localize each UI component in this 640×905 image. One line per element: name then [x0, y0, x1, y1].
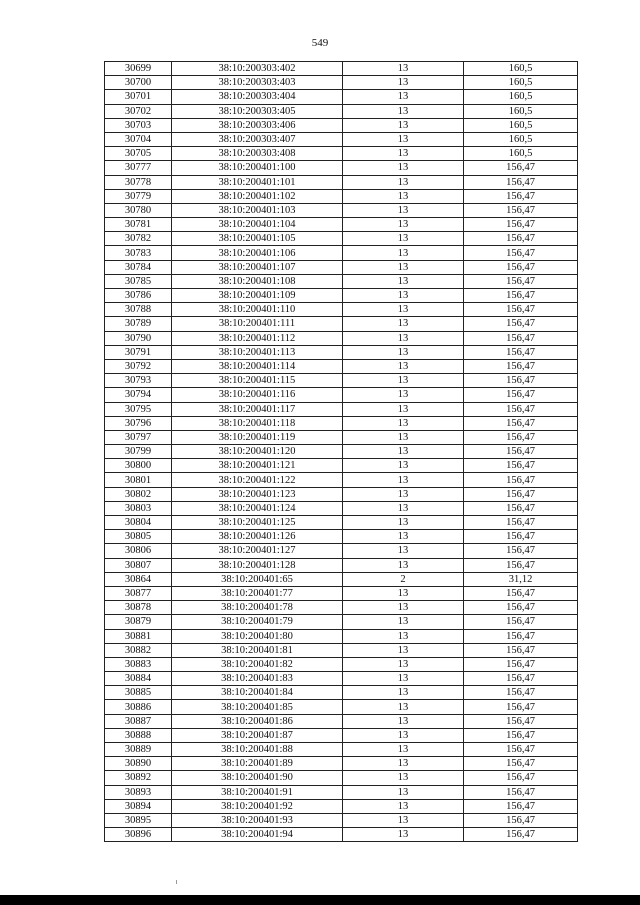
record-number-cell: 30883	[105, 657, 172, 671]
count-cell: 13	[343, 601, 464, 615]
count-cell: 13	[343, 317, 464, 331]
record-number-cell: 30788	[105, 303, 172, 317]
count-cell: 13	[343, 629, 464, 643]
record-number-cell: 30780	[105, 203, 172, 217]
count-cell: 13	[343, 374, 464, 388]
cadastral-number-cell: 38:10:200401:84	[172, 686, 343, 700]
cadastral-number-cell: 38:10:200401:117	[172, 402, 343, 416]
table-row	[105, 728, 578, 742]
table-row	[105, 118, 578, 132]
table-row	[105, 303, 578, 317]
cadastral-number-cell: 38:10:200401:114	[172, 359, 343, 373]
area-cell: 156,47	[464, 331, 578, 345]
cadastral-number-cell: 38:10:200303:403	[172, 76, 343, 90]
record-number-cell: 30778	[105, 175, 172, 189]
table-row	[105, 232, 578, 246]
record-number-cell: 30887	[105, 714, 172, 728]
count-cell: 13	[343, 416, 464, 430]
area-cell: 160,5	[464, 118, 578, 132]
count-cell: 13	[343, 445, 464, 459]
scan-bottom-edge	[0, 895, 640, 905]
cadastral-number-cell: 38:10:200401:108	[172, 274, 343, 288]
table-row	[105, 62, 578, 76]
table-row	[105, 132, 578, 146]
count-cell: 13	[343, 430, 464, 444]
cadastral-number-cell: 38:10:200303:405	[172, 104, 343, 118]
record-number-cell: 30702	[105, 104, 172, 118]
table-row	[105, 530, 578, 544]
cadastral-number-cell: 38:10:200401:101	[172, 175, 343, 189]
table-row	[105, 672, 578, 686]
record-number-cell: 30793	[105, 374, 172, 388]
record-number-cell: 30884	[105, 672, 172, 686]
area-cell: 156,47	[464, 246, 578, 260]
cadastral-number-cell: 38:10:200401:124	[172, 501, 343, 515]
table-row	[105, 743, 578, 757]
cadastral-number-cell: 38:10:200401:121	[172, 459, 343, 473]
count-cell: 13	[343, 303, 464, 317]
cadastral-number-cell: 38:10:200401:93	[172, 813, 343, 827]
count-cell: 13	[343, 473, 464, 487]
record-number-cell: 30786	[105, 289, 172, 303]
count-cell: 2	[343, 572, 464, 586]
area-cell: 156,47	[464, 629, 578, 643]
cadastral-number-cell: 38:10:200401:91	[172, 785, 343, 799]
cadastral-number-cell: 38:10:200401:105	[172, 232, 343, 246]
count-cell: 13	[343, 203, 464, 217]
cadastral-number-cell: 38:10:200401:111	[172, 317, 343, 331]
count-cell: 13	[343, 359, 464, 373]
cadastral-number-cell: 38:10:200303:406	[172, 118, 343, 132]
cadastral-number-cell: 38:10:200401:82	[172, 657, 343, 671]
area-cell: 156,47	[464, 374, 578, 388]
table-row	[105, 572, 578, 586]
area-cell: 156,47	[464, 274, 578, 288]
area-cell: 156,47	[464, 615, 578, 629]
table-row	[105, 203, 578, 217]
count-cell: 13	[343, 345, 464, 359]
record-number-cell: 30893	[105, 785, 172, 799]
cadastral-number-cell: 38:10:200401:81	[172, 643, 343, 657]
record-number-cell: 30797	[105, 430, 172, 444]
record-number-cell: 30791	[105, 345, 172, 359]
record-number-cell: 30782	[105, 232, 172, 246]
record-number-cell: 30892	[105, 771, 172, 785]
cadastral-number-cell: 38:10:200401:92	[172, 799, 343, 813]
cadastral-number-cell: 38:10:200401:78	[172, 601, 343, 615]
record-number-cell: 30794	[105, 388, 172, 402]
area-cell: 156,47	[464, 189, 578, 203]
table-row	[105, 359, 578, 373]
count-cell: 13	[343, 558, 464, 572]
record-number-cell: 30779	[105, 189, 172, 203]
table-row	[105, 615, 578, 629]
cadastral-number-cell: 38:10:200401:106	[172, 246, 343, 260]
area-cell: 156,47	[464, 317, 578, 331]
record-number-cell: 30807	[105, 558, 172, 572]
area-cell: 156,47	[464, 175, 578, 189]
area-cell: 156,47	[464, 473, 578, 487]
table-row	[105, 402, 578, 416]
cadastral-number-cell: 38:10:200401:128	[172, 558, 343, 572]
table-row	[105, 643, 578, 657]
cadastral-number-cell: 38:10:200401:116	[172, 388, 343, 402]
page-number: 549	[311, 37, 329, 49]
area-cell: 156,47	[464, 757, 578, 771]
count-cell: 13	[343, 501, 464, 515]
count-cell: 13	[343, 785, 464, 799]
count-cell: 13	[343, 728, 464, 742]
area-cell: 156,47	[464, 558, 578, 572]
table-row	[105, 828, 578, 842]
area-cell: 160,5	[464, 62, 578, 76]
table-row	[105, 189, 578, 203]
cadastral-number-cell: 38:10:200401:90	[172, 771, 343, 785]
record-number-cell: 30890	[105, 757, 172, 771]
count-cell: 13	[343, 487, 464, 501]
record-number-cell: 30802	[105, 487, 172, 501]
area-cell: 156,47	[464, 345, 578, 359]
area-cell: 156,47	[464, 728, 578, 742]
area-cell: 156,47	[464, 785, 578, 799]
cadastral-number-cell: 38:10:200401:87	[172, 728, 343, 742]
record-number-cell: 30799	[105, 445, 172, 459]
area-cell: 156,47	[464, 289, 578, 303]
area-cell: 156,47	[464, 601, 578, 615]
area-cell: 156,47	[464, 203, 578, 217]
area-cell: 156,47	[464, 359, 578, 373]
table-row	[105, 459, 578, 473]
table-row	[105, 90, 578, 104]
record-number-cell: 30796	[105, 416, 172, 430]
record-number-cell: 30803	[105, 501, 172, 515]
count-cell: 13	[343, 686, 464, 700]
count-cell: 13	[343, 388, 464, 402]
cadastral-number-cell: 38:10:200401:119	[172, 430, 343, 444]
cadastral-number-cell: 38:10:200401:110	[172, 303, 343, 317]
area-cell: 156,47	[464, 799, 578, 813]
record-number-cell: 30795	[105, 402, 172, 416]
table-row	[105, 345, 578, 359]
count-cell: 13	[343, 104, 464, 118]
record-number-cell: 30792	[105, 359, 172, 373]
cadastral-number-cell: 38:10:200401:89	[172, 757, 343, 771]
table-row	[105, 76, 578, 90]
area-cell: 156,47	[464, 501, 578, 515]
area-cell: 156,47	[464, 260, 578, 274]
record-number-cell: 30784	[105, 260, 172, 274]
area-cell: 156,47	[464, 445, 578, 459]
count-cell: 13	[343, 118, 464, 132]
count-cell: 13	[343, 516, 464, 530]
table-row	[105, 218, 578, 232]
record-number-cell: 30800	[105, 459, 172, 473]
table-row	[105, 629, 578, 643]
scan-speck	[176, 880, 177, 884]
table-row	[105, 161, 578, 175]
table-row	[105, 757, 578, 771]
record-number-cell: 30864	[105, 572, 172, 586]
count-cell: 13	[343, 615, 464, 629]
table-row	[105, 714, 578, 728]
cadastral-number-cell: 38:10:200303:402	[172, 62, 343, 76]
count-cell: 13	[343, 132, 464, 146]
table-row	[105, 487, 578, 501]
cadastral-number-cell: 38:10:200401:113	[172, 345, 343, 359]
cadastral-number-cell: 38:10:200401:88	[172, 743, 343, 757]
cadastral-number-cell: 38:10:200401:118	[172, 416, 343, 430]
count-cell: 13	[343, 757, 464, 771]
table-row	[105, 657, 578, 671]
table-row	[105, 445, 578, 459]
table-row	[105, 430, 578, 444]
record-number-cell: 30888	[105, 728, 172, 742]
cadastral-number-cell: 38:10:200401:120	[172, 445, 343, 459]
record-number-cell: 30704	[105, 132, 172, 146]
cadastral-number-cell: 38:10:200401:126	[172, 530, 343, 544]
area-cell: 156,47	[464, 828, 578, 842]
record-number-cell: 30785	[105, 274, 172, 288]
count-cell: 13	[343, 657, 464, 671]
cadastral-number-cell: 38:10:200303:407	[172, 132, 343, 146]
area-cell: 156,47	[464, 430, 578, 444]
count-cell: 13	[343, 402, 464, 416]
area-cell: 156,47	[464, 672, 578, 686]
record-number-cell: 30701	[105, 90, 172, 104]
count-cell: 13	[343, 274, 464, 288]
count-cell: 13	[343, 147, 464, 161]
cadastral-number-cell: 38:10:200401:109	[172, 289, 343, 303]
count-cell: 13	[343, 771, 464, 785]
cadastral-number-cell: 38:10:200401:127	[172, 544, 343, 558]
count-cell: 13	[343, 161, 464, 175]
area-cell: 156,47	[464, 530, 578, 544]
table-row	[105, 289, 578, 303]
count-cell: 13	[343, 289, 464, 303]
area-cell: 156,47	[464, 402, 578, 416]
area-cell: 156,47	[464, 218, 578, 232]
record-number-cell: 30886	[105, 700, 172, 714]
registry-table	[104, 61, 578, 842]
count-cell: 13	[343, 813, 464, 827]
area-cell: 31,12	[464, 572, 578, 586]
count-cell: 13	[343, 459, 464, 473]
area-cell: 156,47	[464, 714, 578, 728]
cadastral-number-cell: 38:10:200401:123	[172, 487, 343, 501]
count-cell: 13	[343, 90, 464, 104]
area-cell: 156,47	[464, 487, 578, 501]
record-number-cell: 30885	[105, 686, 172, 700]
table-row	[105, 374, 578, 388]
area-cell: 160,5	[464, 76, 578, 90]
count-cell: 13	[343, 246, 464, 260]
count-cell: 13	[343, 828, 464, 842]
record-number-cell: 30896	[105, 828, 172, 842]
area-cell: 156,47	[464, 303, 578, 317]
table-row	[105, 501, 578, 515]
table-row	[105, 544, 578, 558]
table-row	[105, 274, 578, 288]
record-number-cell: 30881	[105, 629, 172, 643]
table-row	[105, 799, 578, 813]
area-cell: 156,47	[464, 388, 578, 402]
cadastral-number-cell: 38:10:200401:104	[172, 218, 343, 232]
area-cell: 160,5	[464, 90, 578, 104]
count-cell: 13	[343, 62, 464, 76]
record-number-cell: 30878	[105, 601, 172, 615]
record-number-cell: 30882	[105, 643, 172, 657]
table-row	[105, 771, 578, 785]
table-row	[105, 388, 578, 402]
cadastral-number-cell: 38:10:200401:77	[172, 586, 343, 600]
record-number-cell: 30781	[105, 218, 172, 232]
cadastral-number-cell: 38:10:200401:100	[172, 161, 343, 175]
cadastral-number-cell: 38:10:200401:79	[172, 615, 343, 629]
record-number-cell: 30894	[105, 799, 172, 813]
cadastral-number-cell: 38:10:200401:115	[172, 374, 343, 388]
count-cell: 13	[343, 672, 464, 686]
count-cell: 13	[343, 643, 464, 657]
cadastral-number-cell: 38:10:200401:107	[172, 260, 343, 274]
count-cell: 13	[343, 544, 464, 558]
count-cell: 13	[343, 530, 464, 544]
table-row	[105, 104, 578, 118]
record-number-cell: 30801	[105, 473, 172, 487]
record-number-cell: 30777	[105, 161, 172, 175]
area-cell: 156,47	[464, 700, 578, 714]
count-cell: 13	[343, 331, 464, 345]
count-cell: 13	[343, 743, 464, 757]
record-number-cell: 30699	[105, 62, 172, 76]
cadastral-number-cell: 38:10:200303:404	[172, 90, 343, 104]
record-number-cell: 30877	[105, 586, 172, 600]
area-cell: 156,47	[464, 686, 578, 700]
table-row	[105, 558, 578, 572]
table-row	[105, 686, 578, 700]
area-cell: 156,47	[464, 232, 578, 246]
count-cell: 13	[343, 714, 464, 728]
table-row	[105, 331, 578, 345]
cadastral-number-cell: 38:10:200401:83	[172, 672, 343, 686]
record-number-cell: 30790	[105, 331, 172, 345]
record-number-cell: 30700	[105, 76, 172, 90]
area-cell: 160,5	[464, 147, 578, 161]
record-number-cell: 30806	[105, 544, 172, 558]
area-cell: 156,47	[464, 586, 578, 600]
area-cell: 160,5	[464, 132, 578, 146]
table-row	[105, 246, 578, 260]
area-cell: 156,47	[464, 743, 578, 757]
count-cell: 13	[343, 260, 464, 274]
record-number-cell: 30889	[105, 743, 172, 757]
table-row	[105, 700, 578, 714]
record-number-cell: 30895	[105, 813, 172, 827]
area-cell: 156,47	[464, 161, 578, 175]
cadastral-number-cell: 38:10:200401:103	[172, 203, 343, 217]
table-row	[105, 785, 578, 799]
record-number-cell: 30879	[105, 615, 172, 629]
record-number-cell: 30805	[105, 530, 172, 544]
record-number-cell: 30703	[105, 118, 172, 132]
record-number-cell: 30705	[105, 147, 172, 161]
cadastral-number-cell: 38:10:200401:80	[172, 629, 343, 643]
cadastral-number-cell: 38:10:200401:86	[172, 714, 343, 728]
count-cell: 13	[343, 218, 464, 232]
count-cell: 13	[343, 189, 464, 203]
table-row	[105, 473, 578, 487]
table-row	[105, 516, 578, 530]
record-number-cell: 30804	[105, 516, 172, 530]
cadastral-number-cell: 38:10:200401:94	[172, 828, 343, 842]
area-cell: 156,47	[464, 813, 578, 827]
area-cell: 156,47	[464, 459, 578, 473]
count-cell: 13	[343, 700, 464, 714]
table-row	[105, 416, 578, 430]
area-cell: 160,5	[464, 104, 578, 118]
area-cell: 156,47	[464, 657, 578, 671]
table-row	[105, 175, 578, 189]
cadastral-number-cell: 38:10:200401:122	[172, 473, 343, 487]
table-row	[105, 147, 578, 161]
count-cell: 13	[343, 586, 464, 600]
cadastral-number-cell: 38:10:200303:408	[172, 147, 343, 161]
area-cell: 156,47	[464, 544, 578, 558]
table-body	[105, 62, 578, 842]
area-cell: 156,47	[464, 516, 578, 530]
cadastral-number-cell: 38:10:200401:85	[172, 700, 343, 714]
area-cell: 156,47	[464, 416, 578, 430]
cadastral-number-cell: 38:10:200401:65	[172, 572, 343, 586]
count-cell: 13	[343, 799, 464, 813]
count-cell: 13	[343, 175, 464, 189]
record-number-cell: 30783	[105, 246, 172, 260]
table-row	[105, 813, 578, 827]
table-row	[105, 586, 578, 600]
table-row	[105, 317, 578, 331]
cadastral-number-cell: 38:10:200401:125	[172, 516, 343, 530]
count-cell: 13	[343, 232, 464, 246]
table-row	[105, 260, 578, 274]
cadastral-number-cell: 38:10:200401:102	[172, 189, 343, 203]
record-number-cell: 30789	[105, 317, 172, 331]
count-cell: 13	[343, 76, 464, 90]
area-cell: 156,47	[464, 771, 578, 785]
cadastral-number-cell: 38:10:200401:112	[172, 331, 343, 345]
area-cell: 156,47	[464, 643, 578, 657]
table-row	[105, 601, 578, 615]
